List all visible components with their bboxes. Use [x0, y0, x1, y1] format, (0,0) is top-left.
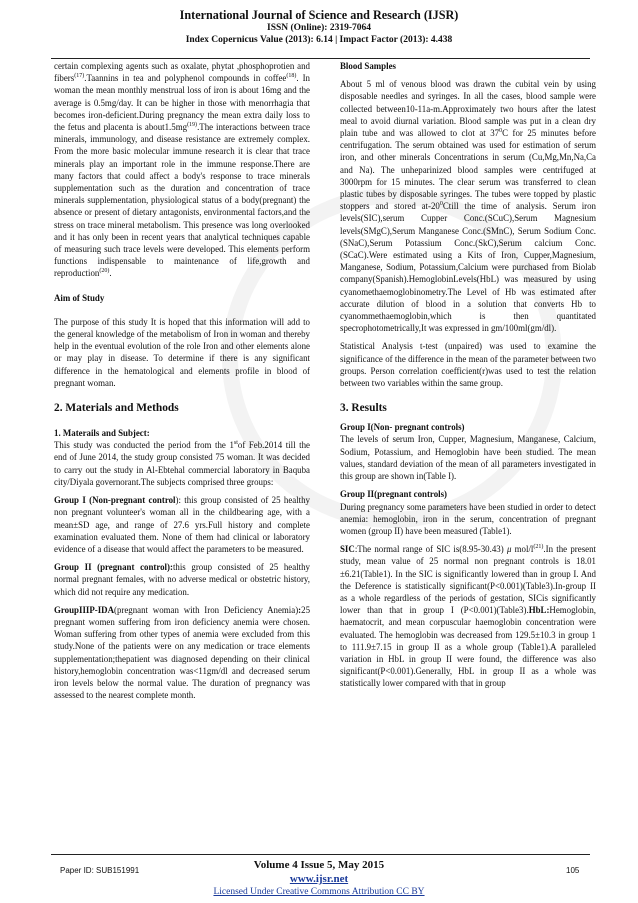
- issn: ISSN (Online): 2319-7064: [267, 23, 371, 33]
- license-link[interactable]: Licensed Under Creative Commons Attribution CC BY: [213, 887, 425, 897]
- subjects-heading: 1. Materails and Subject:: [54, 428, 150, 439]
- group1-results-paragraph: The levels of serum Iron, Cupper, Magnesium, Manganese, Calcium, Sodium, Potassium, and Hemoglobin have been studied. The mean values, standard deviation of the mean of all parameters investigated in this group are shown in(Table I).: [340, 434, 596, 482]
- intro-paragraph: certain complexing agents such as oxalate, phytat ,phosphoprotien and fibers$^{(17)}$.Taannins in tea and polyphenol compounds in coffee$^{(18)}$. In woman the mean monthly menstrual loss of iron is about 16mg and the average is 0.5mg/day. It can be higher in those with menorrhagia that becomes iron-deficient.During pregnancy the mean extra daily loss to the fetus and placenta is $about1.5mg^{(19)}.The$ interactions between trace minerals, immunology, and disease resistance are extremely complex. From the more basic molecular immune research it is clear that trace minerals play an important role in the immune response.There are many factors that could affect a body's response to trace minerals supplementation such as the duration and concentration of trace minerals supplementation, physiological status of a body(pregnant) the absence or present of dietary antagonists, environmental factors,and the stress on trace mineral metabolism. This presence was long overlooked and it has only been in recent years that analytical techniques capable of measuring such trace levels were developed. This elements perform functions indispensable to maintenance of life,growth and reproduction$^{(20)}$.: [54, 61, 310, 279]
- journal-header: [0, 8, 638, 46]
- statistics-paragraph: Statistical Analysis t-test (unpaired) was used to examine the significance of the difference in the mean of the parameter between two groups. Person correlation coefficient(r)was used to test the relation between two variables within the same group.: [340, 341, 596, 389]
- index-impact: Index Copernicus Value (2013): 6.14 | Impact Factor (2013): 4.438: [185, 35, 453, 45]
- right-column: [340, 60, 596, 690]
- journal-title: International Journal of Science and Research (IJSR): [179, 8, 459, 22]
- group2-results-heading: Group II(pregnant controls): [340, 489, 448, 500]
- section-results-heading: 3. Results: [340, 402, 387, 415]
- website-link[interactable]: www.ijsr.net: [289, 873, 349, 885]
- group1-paragraph: Group I (Non-pregnant control): this group consisted of 25 healthy non pregnant volunteer's woman all in the childbearing age, with a mean±SD age, and range of 27.6 yrs.Full history and complete examination evaluated them. None of them had clinical or laboratory evidence of a disease that would affect the parameters to be measured.: [54, 495, 310, 554]
- aim-paragraph: The purpose of this study It is hoped that this information will add to the general knowledge of the metabolism of Iron in woman and thereby help in the eventual evolution of the role Iron and other elements alone or may play in disease. To determine if there is any significant difference in the hematological and elements profile in blood of pregnant woman.: [54, 316, 310, 388]
- group1-results-heading: Group I(Non- pregnant controls): [340, 422, 465, 433]
- aim-heading: Aim of Study: [54, 292, 105, 303]
- header-rule: [51, 58, 590, 59]
- blood-samples-paragraph: About 5 ml of venous blood was drawn the cubital vein by using disposable needles and syringes. In all the cases, blood sample were collected between10-11a-m.Approximately two hours after the latest meal to avoid diurnal variation. Blood sample was put in a clean dry plain tube and was allowed to clot at $37^0C$ for 25 minutes before centrifugation. The serum obtained was used for estimation of serum iron, and other minerals Concentrations in serum (Cu,Mg,Mn,Na,Ca and Na). The unheparinized blood samples were centrifuged at 3000rpm for 15 minutes. The clear serum was transferred to clean plastic tubes by disposable syringes. The tubes were topped by plastic stoppers and stored $at-20^0Ctill$ the time of analysis. Serum iron levels(SIC),serum Cupper Conc.(SCuC),Serum Magnesium levels(SMgC),Serum Manganese Conc.(SMnC), Serum Sodium Conc.(SNaC),Serum Potassium Conc.(SkC),Serum calcium Conc.(SCaC).Were estimated using a Kits of Iron, Cupper,Magnesium, Manganese, Sodium, Potassium,Calcium were purchased from Biolab company(Spanish).HemoglobinLevels(HbL) was measured by using cyanomethaemoglobinometry.The Level of Hb was estimated after accurate dilution of blood in a solution that converts Hb to cyanommethaemoglobin,which is then quantitated specrophotometrically,It was expressed in gm/100ml(gm/dl).: [340, 79, 596, 334]
- page-number: 105: [566, 866, 580, 875]
- footer-rule: [51, 854, 590, 855]
- journal-footer: [0, 858, 638, 898]
- volume-issue: Volume 4 Issue 5, May 2015: [253, 859, 385, 871]
- left-column: [54, 60, 310, 701]
- blood-samples-heading: Blood Samples: [340, 61, 396, 71]
- group2-paragraph: Group II (pregnant control):this group consisted of 25 healthy normal pregnant females, with no adverse medical or obstetric history, which did not require any medication.: [54, 562, 310, 597]
- sic-paragraph: SIC:The normal range of SIC is(8.95-30.43) μ mol/$l^{(21)}.In$ the present study, mean value of 25 normal non pregnant controls is 18.01 ±6.21(Table1). In the SIC is significantly lowered than in group I. And the Deference is statistically significant(P<0.001)(Table3).In-group II as a whole regardless of the periods of gestation, SICis significantly lower than that in group I (P<0.001)(Table3).HbL:Hemoglobin, haematocrit, and mean corpuscular haemoglobin concentration were evaluated. The hemoglobin was decreased from 129.5±10.3 in group 1 to 111.9±7.15 in group II as a whole group (Table1).A paralleled variation in HbL in group II were found, the difference was also significant(P<0.001).Generally, HbL in group II as a whole was statistically lower compared with that in group: [340, 544, 596, 689]
- paper-id: Paper ID: SUB151991: [60, 866, 140, 875]
- group2-results-paragraph: During pregnancy some parameters have been studied in order to detect anemia: hemoglobin, iron in the serum, concentration of pregnant women (group II) have been measured (Table1).: [340, 501, 596, 536]
- section-materials-heading: 2. Materials and Methods: [54, 402, 179, 415]
- group3-paragraph: GroupIIIP-IDA(pregnant woman with Iron Deficiency Anemia):25 pregnant women suffering from iron deficiency anemia were chosen. Woman suffering from other types of anemia were excluded from this study.None of the patients were on any medication or trace elements supplementation;thepatient was diagnosed depending on their clinical history,hemoglobin concentration was<11gm/dl and decreased serum iron levels below the normal value. The duration of pregnancy was assessed to the nearest complete month.: [54, 604, 310, 701]
- subjects-paragraph: This study was conducted the period from the 1stof Feb.2014 till the end of June 2014, the study group consisted 75 woman. It was decided to carry out the study in Al-Ebtehal commercial laboratory in Baquba city/Diyala governorant.The subjects comprised three groups:: [54, 440, 310, 487]
